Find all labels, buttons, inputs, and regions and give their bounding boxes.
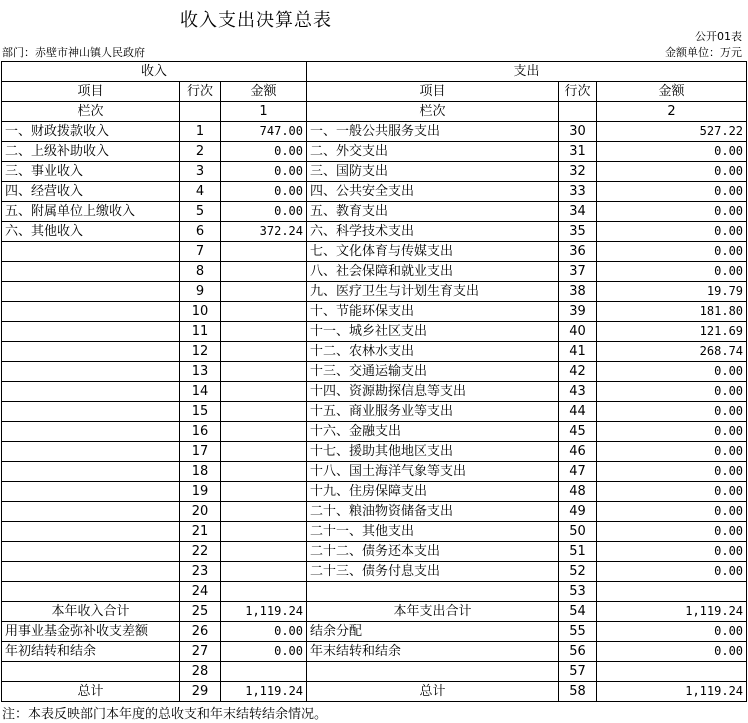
total-row <box>2 602 747 622</box>
expense-item-cell: 一、一般公共服务支出 <box>307 122 559 142</box>
table-row <box>2 542 747 562</box>
income-rowno-cell: 11 <box>180 322 221 342</box>
expense-item-cell: 五、教育支出 <box>307 202 559 222</box>
income-item-cell <box>2 542 180 562</box>
expense-amount-cell: 0.00 <box>597 622 747 642</box>
expense-rowno-cell: 38 <box>559 282 597 302</box>
income-amount-cell <box>221 302 307 322</box>
expense-rowno-cell: 44 <box>559 402 597 422</box>
income-amount-cell: 0.00 <box>221 142 307 162</box>
income-amount-cell <box>221 482 307 502</box>
table-row <box>2 382 747 402</box>
expense-rowno-cell: 37 <box>559 262 597 282</box>
expense-item-cell: 十二、农林水支出 <box>307 342 559 362</box>
expense-amount-cell: 0.00 <box>597 422 747 442</box>
total-row <box>2 662 747 682</box>
unit-label: 金额单位：万元 <box>665 46 742 59</box>
expense-item-cell: 二十一、其他支出 <box>307 522 559 542</box>
income-rowno-cell: 29 <box>180 682 221 702</box>
income-item-cell <box>2 382 180 402</box>
income-amount-cell <box>221 242 307 262</box>
expense-rowno-cell: 40 <box>559 322 597 342</box>
expense-item-cell: 二、外交支出 <box>307 142 559 162</box>
table-row <box>2 522 747 542</box>
form-number: 公开01表 <box>695 30 742 43</box>
income-amount-cell: 0.00 <box>221 622 307 642</box>
table-row <box>2 482 747 502</box>
table-row <box>2 182 747 202</box>
income-amount-cell <box>221 562 307 582</box>
income-item-cell: 年初结转和结余 <box>2 642 180 662</box>
income-amount-cell <box>221 322 307 342</box>
income-rowno-cell: 6 <box>180 222 221 242</box>
income-item-cell <box>2 282 180 302</box>
expense-amount-cell: 0.00 <box>597 462 747 482</box>
expense-rowno-cell: 57 <box>559 662 597 682</box>
expense-amount-cell: 268.74 <box>597 342 747 362</box>
expense-amount-cell: 0.00 <box>597 182 747 202</box>
income-rowno-cell: 5 <box>180 202 221 222</box>
income-amount-cell: 372.24 <box>221 222 307 242</box>
table-row <box>2 342 747 362</box>
income-amount-cell <box>221 282 307 302</box>
expense-item-cell: 三、国防支出 <box>307 162 559 182</box>
income-amount-cell <box>221 342 307 362</box>
income-rowno-cell: 19 <box>180 482 221 502</box>
expense-amount-cell: 0.00 <box>597 442 747 462</box>
budget-table <box>1 61 747 702</box>
expense-item-header: 项目 <box>307 82 559 102</box>
column-header-row <box>2 82 747 102</box>
income-item-cell: 总计 <box>2 682 180 702</box>
income-item-cell <box>2 262 180 282</box>
income-rowno-cell: 26 <box>180 622 221 642</box>
income-rowno-cell: 27 <box>180 642 221 662</box>
expense-rowno-cell: 46 <box>559 442 597 462</box>
expense-item-cell: 二十、粮油物资储备支出 <box>307 502 559 522</box>
expense-item-cell <box>307 582 559 602</box>
expense-item-cell: 十八、国土海洋气象等支出 <box>307 462 559 482</box>
income-amount-cell <box>221 442 307 462</box>
expense-amount-cell: 0.00 <box>597 362 747 382</box>
expense-item-cell: 十四、资源勘探信息等支出 <box>307 382 559 402</box>
income-rowno-cell: 9 <box>180 282 221 302</box>
expense-amount-cell: 0.00 <box>597 642 747 662</box>
table-row <box>2 262 747 282</box>
income-item-cell <box>2 522 180 542</box>
income-rowno-cell: 14 <box>180 382 221 402</box>
expense-item-cell: 六、科学技术支出 <box>307 222 559 242</box>
expense-rowno-cell: 45 <box>559 422 597 442</box>
expense-item-cell: 本年支出合计 <box>307 602 559 622</box>
income-rowno-cell: 13 <box>180 362 221 382</box>
income-rowno-cell: 18 <box>180 462 221 482</box>
expense-amount-cell: 0.00 <box>597 522 747 542</box>
expense-amount-cell: 0.00 <box>597 202 747 222</box>
expense-amount-cell: 0.00 <box>597 562 747 582</box>
expense-amount-cell: 121.69 <box>597 322 747 342</box>
expense-rowno-cell: 32 <box>559 162 597 182</box>
income-rowno-cell: 23 <box>180 562 221 582</box>
income-item-cell <box>2 562 180 582</box>
empty-cell <box>180 102 221 122</box>
expense-item-cell: 十一、城乡社区支出 <box>307 322 559 342</box>
income-rowno-cell: 22 <box>180 542 221 562</box>
income-rowno-cell: 28 <box>180 662 221 682</box>
income-rowno-cell: 10 <box>180 302 221 322</box>
expense-rowno-cell: 34 <box>559 202 597 222</box>
expense-item-cell: 八、社会保障和就业支出 <box>307 262 559 282</box>
expense-amount-cell: 0.00 <box>597 382 747 402</box>
expense-amount-cell: 0.00 <box>597 222 747 242</box>
expense-amount-cell: 0.00 <box>597 402 747 422</box>
table-row <box>2 502 747 522</box>
expense-rowno-header: 行次 <box>559 82 597 102</box>
section-header-row <box>2 62 747 82</box>
income-amount-header: 金额 <box>221 82 307 102</box>
income-rowno-cell: 21 <box>180 522 221 542</box>
expense-rowno-cell: 50 <box>559 522 597 542</box>
income-item-cell <box>2 362 180 382</box>
income-amount-cell: 0.00 <box>221 202 307 222</box>
table-row <box>2 582 747 602</box>
income-item-cell: 本年收入合计 <box>2 602 180 622</box>
table-row <box>2 442 747 462</box>
table-row <box>2 302 747 322</box>
expense-amount-cell <box>597 582 747 602</box>
expense-rowno-cell: 49 <box>559 502 597 522</box>
total-row <box>2 642 747 662</box>
income-item-cell: 二、上级补助收入 <box>2 142 180 162</box>
table-row <box>2 162 747 182</box>
table-row <box>2 222 747 242</box>
expense-item-cell: 十三、交通运输支出 <box>307 362 559 382</box>
income-amount-cell <box>221 422 307 442</box>
income-amount-cell <box>221 662 307 682</box>
expense-item-cell: 二十三、债务付息支出 <box>307 562 559 582</box>
expense-amount-cell: 181.80 <box>597 302 747 322</box>
income-rowno-cell: 3 <box>180 162 221 182</box>
table-row <box>2 562 747 582</box>
income-amount-cell: 747.00 <box>221 122 307 142</box>
expense-item-cell: 十、节能环保支出 <box>307 302 559 322</box>
expense-amount-header: 金额 <box>597 82 747 102</box>
expense-rowno-cell: 43 <box>559 382 597 402</box>
income-item-cell: 六、其他收入 <box>2 222 180 242</box>
expense-rowno-cell: 56 <box>559 642 597 662</box>
income-item-cell <box>2 402 180 422</box>
table-row <box>2 142 747 162</box>
income-item-cell <box>2 582 180 602</box>
expense-column-order-label: 栏次 <box>307 102 559 122</box>
income-amount-cell <box>221 462 307 482</box>
expense-amount-cell: 1,119.24 <box>597 682 747 702</box>
table-row <box>2 362 747 382</box>
expense-item-cell: 十七、援助其他地区支出 <box>307 442 559 462</box>
income-column-number: 1 <box>221 102 307 122</box>
income-rowno-cell: 4 <box>180 182 221 202</box>
income-rowno-cell: 17 <box>180 442 221 462</box>
income-rowno-cell: 24 <box>180 582 221 602</box>
expense-rowno-cell: 53 <box>559 582 597 602</box>
table-body <box>2 62 747 702</box>
expense-rowno-cell: 51 <box>559 542 597 562</box>
income-amount-cell <box>221 262 307 282</box>
table-row <box>2 122 747 142</box>
expense-amount-cell: 527.22 <box>597 122 747 142</box>
income-item-cell <box>2 662 180 682</box>
expense-rowno-cell: 52 <box>559 562 597 582</box>
income-amount-cell <box>221 362 307 382</box>
expense-rowno-cell: 33 <box>559 182 597 202</box>
expense-amount-cell: 0.00 <box>597 142 747 162</box>
expense-item-cell: 总计 <box>307 682 559 702</box>
expense-item-cell: 二十二、债务还本支出 <box>307 542 559 562</box>
income-item-cell: 四、经营收入 <box>2 182 180 202</box>
income-item-cell <box>2 462 180 482</box>
expense-rowno-cell: 31 <box>559 142 597 162</box>
expense-rowno-cell: 42 <box>559 362 597 382</box>
table-row <box>2 242 747 262</box>
income-item-cell <box>2 482 180 502</box>
income-item-cell <box>2 302 180 322</box>
total-row <box>2 682 747 702</box>
expense-amount-cell: 0.00 <box>597 482 747 502</box>
income-amount-cell <box>221 522 307 542</box>
income-rowno-cell: 2 <box>180 142 221 162</box>
expense-item-cell: 七、文化体育与传媒支出 <box>307 242 559 262</box>
table-row <box>2 422 747 442</box>
expense-amount-cell: 1,119.24 <box>597 602 747 622</box>
department-label: 部门：赤壁市神山镇人民政府 <box>2 46 145 59</box>
income-item-cell <box>2 242 180 262</box>
total-row <box>2 622 747 642</box>
expense-amount-cell: 19.79 <box>597 282 747 302</box>
income-item-header: 项目 <box>2 82 180 102</box>
income-rowno-cell: 12 <box>180 342 221 362</box>
income-item-cell: 一、财政拨款收入 <box>2 122 180 142</box>
expense-item-cell <box>307 662 559 682</box>
income-rowno-cell: 7 <box>180 242 221 262</box>
income-amount-cell: 1,119.24 <box>221 682 307 702</box>
income-column-order-label: 栏次 <box>2 102 180 122</box>
expense-rowno-cell: 48 <box>559 482 597 502</box>
expense-rowno-cell: 35 <box>559 222 597 242</box>
table-row <box>2 202 747 222</box>
income-amount-cell <box>221 502 307 522</box>
column-order-row <box>2 102 747 122</box>
expense-item-cell: 十六、金融支出 <box>307 422 559 442</box>
income-item-cell <box>2 442 180 462</box>
income-rowno-header: 行次 <box>180 82 221 102</box>
expense-item-cell: 九、医疗卫生与计划生育支出 <box>307 282 559 302</box>
income-rowno-cell: 25 <box>180 602 221 622</box>
income-amount-cell: 0.00 <box>221 182 307 202</box>
expense-item-cell: 年末结转和结余 <box>307 642 559 662</box>
expense-amount-cell: 0.00 <box>597 502 747 522</box>
expense-rowno-cell: 39 <box>559 302 597 322</box>
footnote: 注：本表反映部门本年度的总收支和年末结转结余情况。 <box>2 707 328 722</box>
expense-rowno-cell: 36 <box>559 242 597 262</box>
table-row <box>2 322 747 342</box>
income-rowno-cell: 15 <box>180 402 221 422</box>
income-item-cell <box>2 322 180 342</box>
expense-column-number: 2 <box>597 102 747 122</box>
income-item-cell <box>2 502 180 522</box>
expense-item-cell: 四、公共安全支出 <box>307 182 559 202</box>
expense-section-header: 支出 <box>307 62 747 82</box>
income-amount-cell <box>221 582 307 602</box>
income-section-header: 收入 <box>2 62 307 82</box>
expense-amount-cell: 0.00 <box>597 262 747 282</box>
page-title: 收入支出决算总表 <box>180 10 332 31</box>
expense-amount-cell <box>597 662 747 682</box>
income-item-cell <box>2 422 180 442</box>
income-amount-cell: 0.00 <box>221 162 307 182</box>
income-amount-cell <box>221 402 307 422</box>
expense-amount-cell: 0.00 <box>597 542 747 562</box>
expense-item-cell: 十九、住房保障支出 <box>307 482 559 502</box>
expense-rowno-cell: 47 <box>559 462 597 482</box>
expense-rowno-cell: 58 <box>559 682 597 702</box>
table-row <box>2 402 747 422</box>
empty-cell <box>559 102 597 122</box>
expense-amount-cell: 0.00 <box>597 242 747 262</box>
expense-rowno-cell: 55 <box>559 622 597 642</box>
income-item-cell: 五、附属单位上缴收入 <box>2 202 180 222</box>
expense-item-cell: 十五、商业服务业等支出 <box>307 402 559 422</box>
income-amount-cell <box>221 382 307 402</box>
expense-item-cell: 结余分配 <box>307 622 559 642</box>
expense-rowno-cell: 54 <box>559 602 597 622</box>
table-row <box>2 282 747 302</box>
income-rowno-cell: 1 <box>180 122 221 142</box>
expense-rowno-cell: 41 <box>559 342 597 362</box>
income-item-cell: 用事业基金弥补收支差额 <box>2 622 180 642</box>
income-item-cell: 三、事业收入 <box>2 162 180 182</box>
table-row <box>2 462 747 482</box>
income-amount-cell: 1,119.24 <box>221 602 307 622</box>
income-amount-cell <box>221 542 307 562</box>
income-rowno-cell: 20 <box>180 502 221 522</box>
expense-rowno-cell: 30 <box>559 122 597 142</box>
income-rowno-cell: 8 <box>180 262 221 282</box>
income-rowno-cell: 16 <box>180 422 221 442</box>
income-amount-cell: 0.00 <box>221 642 307 662</box>
income-item-cell <box>2 342 180 362</box>
expense-amount-cell: 0.00 <box>597 162 747 182</box>
